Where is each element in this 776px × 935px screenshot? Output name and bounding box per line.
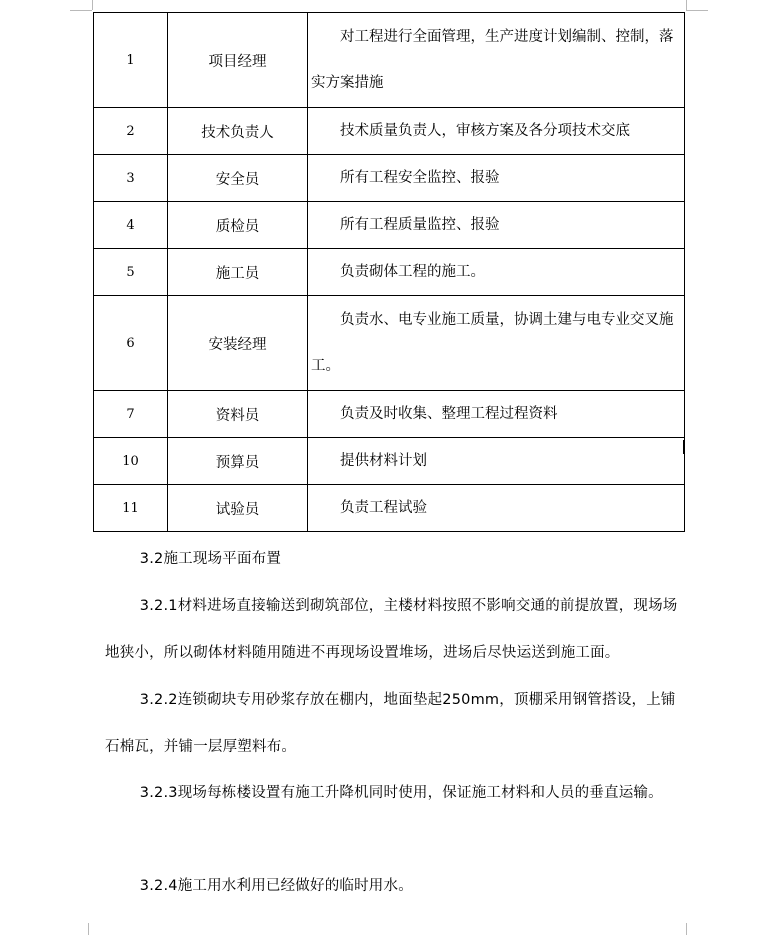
staff-table-body <box>94 13 685 532</box>
role-duty: 负责砌体工程的施工。 <box>308 249 685 296</box>
table-row <box>94 296 685 391</box>
row-number: 6 <box>94 296 168 391</box>
table-row <box>94 108 685 155</box>
paragraph-3-2-3: 3.2.3现场每栋楼设置有施工升降机同时使用，保证施工材料和人员的垂直运输。 <box>139 785 663 801</box>
row-number: 7 <box>94 391 168 438</box>
role-duty: 所有工程安全监控、报验 <box>308 155 685 202</box>
role-name: 施工员 <box>168 249 308 296</box>
table-row <box>94 202 685 249</box>
section-heading: 3.2施工现场平面布置 <box>139 551 282 567</box>
role-name: 技术负责人 <box>168 108 308 155</box>
page-corner-mark-top-left-h <box>70 10 92 11</box>
row-number: 5 <box>94 249 168 296</box>
role-name: 项目经理 <box>168 13 308 108</box>
table-row <box>94 13 685 108</box>
table-row <box>94 485 685 532</box>
role-duty: 负责及时收集、整理工程过程资料 <box>308 391 685 438</box>
role-name: 试验员 <box>168 485 308 532</box>
role-duty: 负责水、电专业施工质量，协调土建与电专业交叉施工。 <box>308 296 685 391</box>
text-cursor <box>683 440 685 454</box>
paragraph-3-2-2: 3.2.2连锁砌块专用砂浆存放在棚内，地面垫起250mm，顶棚采用钢管搭设，上铺石棉瓦，并铺一层厚塑料布。 <box>105 692 676 755</box>
page-corner-mark-top-left <box>70 0 93 10</box>
role-duty: 提供材料计划 <box>308 438 685 485</box>
role-duty: 对工程进行全面管理，生产进度计划编制、控制，落实方案措施 <box>308 13 685 108</box>
table-row <box>94 249 685 296</box>
role-name: 安全员 <box>168 155 308 202</box>
role-name: 预算员 <box>168 438 308 485</box>
page-corner-mark-top-right-h <box>686 10 708 11</box>
staff-responsibility-table <box>93 12 685 532</box>
role-name: 安装经理 <box>168 296 308 391</box>
table-row <box>94 438 685 485</box>
row-number: 1 <box>94 13 168 108</box>
page-corner-mark-bottom-right <box>686 923 687 935</box>
role-duty: 所有工程质量监控、报验 <box>308 202 685 249</box>
role-name: 质检员 <box>168 202 308 249</box>
row-number: 2 <box>94 108 168 155</box>
role-duty: 负责工程试验 <box>308 485 685 532</box>
page-corner-mark-top-right <box>686 0 709 10</box>
role-duty: 技术质量负责人，审核方案及各分项技术交底 <box>308 108 685 155</box>
row-number: 4 <box>94 202 168 249</box>
paragraph-3-2-1: 3.2.1材料进场直接输送到砌筑部位，主楼材料按照不影响交通的前提放置，现场场地狭小，所以砌体材料随用随进不再现场设置堆场，进场后尽快运送到施工面。 <box>105 598 678 661</box>
row-number: 10 <box>94 438 168 485</box>
row-number: 11 <box>94 485 168 532</box>
table-row <box>94 391 685 438</box>
row-number: 3 <box>94 155 168 202</box>
role-name: 资料员 <box>168 391 308 438</box>
paragraph-3-2-4: 3.2.4施工用水利用已经做好的临时用水。 <box>139 878 413 894</box>
page-corner-mark-bottom-left <box>88 923 89 935</box>
table-row <box>94 155 685 202</box>
